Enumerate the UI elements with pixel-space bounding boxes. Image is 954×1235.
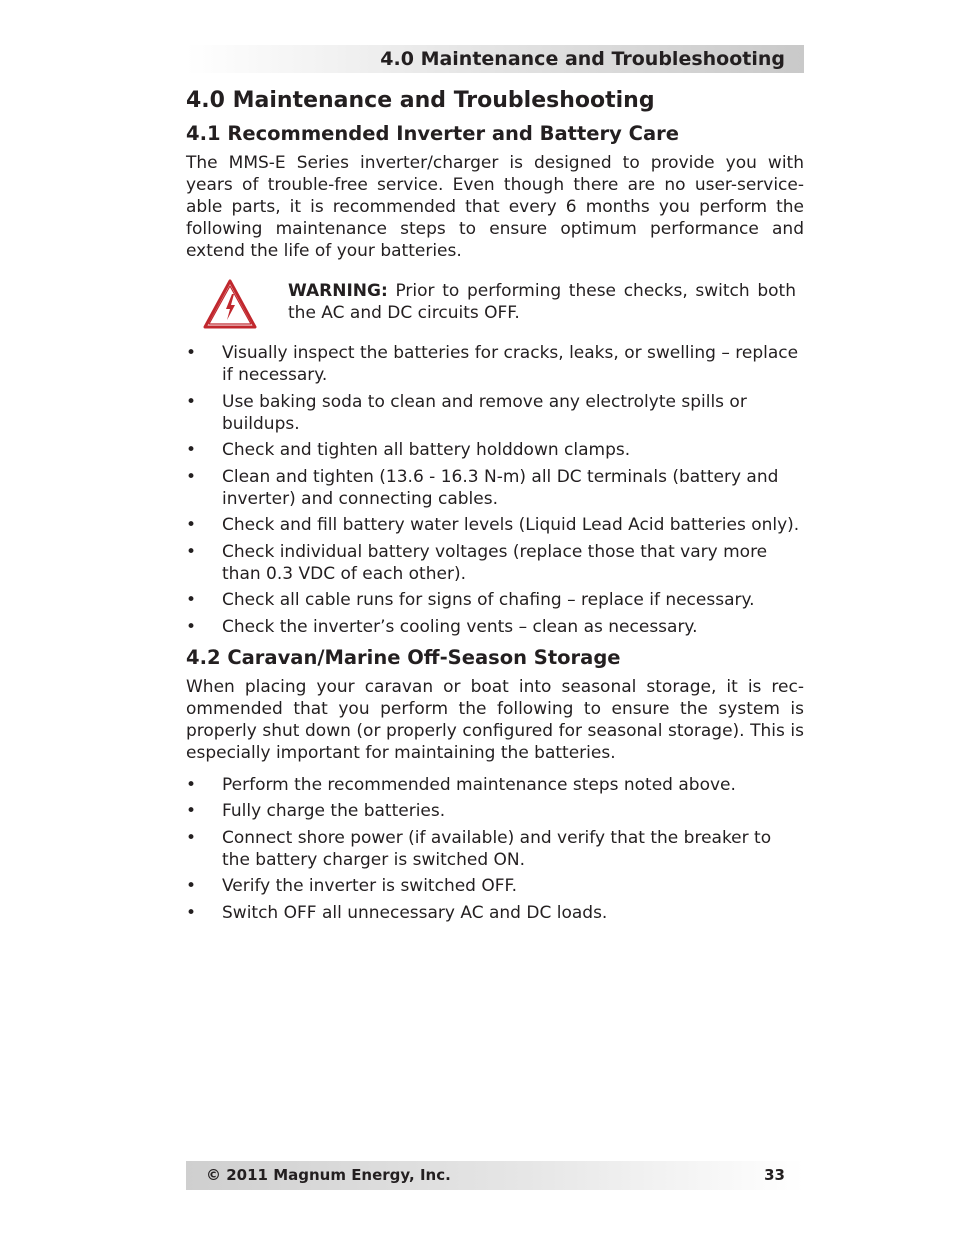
list-item xyxy=(186,875,804,897)
list-item xyxy=(186,902,804,924)
page-footer xyxy=(186,1161,804,1190)
list-item-text: Check individual battery voltages (replace those that vary more than 0.3 VDC of each other). xyxy=(222,541,768,584)
care-heading: 4.1 Recommended Inverter and Battery Care xyxy=(186,122,679,145)
warning-message: Prior to performing these checks, switch both the AC and DC circuits OFF. xyxy=(288,281,796,323)
list-item-text: Visually inspect the batteries for cracks, leaks, or swelling – replace if necessary. xyxy=(222,343,799,385)
storage-list xyxy=(186,774,804,924)
list-item-text: Clean and tighten (13.6 - 16.3 N-m) all DC terminals (battery and inverter) and connecting cables. xyxy=(222,466,779,509)
care-list xyxy=(186,342,804,638)
list-item-text: Switch OFF all unnecessary AC and DC loads. xyxy=(222,902,608,923)
section-title: 4.0 Maintenance and Troubleshooting xyxy=(186,88,655,113)
footer-copyright: © 2011 Magnum Energy, Inc. xyxy=(206,1166,451,1184)
list-item-text: Perform the recommended maintenance steps noted above. xyxy=(222,774,736,795)
list-item xyxy=(186,774,804,796)
bullet-symbol: • xyxy=(186,515,197,535)
list-item xyxy=(186,466,804,510)
page-content xyxy=(186,86,804,928)
bullet-symbol: • xyxy=(186,541,197,562)
bullet-symbol: • xyxy=(186,466,197,487)
running-header-title: 4.0 Maintenance and Troubleshooting xyxy=(380,48,785,70)
list-item-text: Connect shore power (if available) and verify that the breaker to the battery charger is switched ON. xyxy=(222,827,772,870)
list-item xyxy=(186,589,804,611)
list-item xyxy=(186,342,804,386)
bullet-symbol: • xyxy=(186,440,197,460)
list-item-text: Check the inverter’s cooling vents – clean as necessary. xyxy=(222,616,698,637)
warning-text xyxy=(288,280,796,324)
storage-heading: 4.2 Caravan/Marine Off-Season Storage xyxy=(186,645,621,669)
warning-box xyxy=(186,278,804,330)
list-item-text: Use baking soda to clean and remove any electrolyte spills or buildups. xyxy=(222,391,747,434)
running-header xyxy=(186,45,804,73)
list-item-text: Check and fill battery water levels (Liquid Lead Acid batteries only). xyxy=(222,515,800,535)
list-item xyxy=(186,827,804,871)
list-item xyxy=(186,541,804,585)
bullet-symbol: • xyxy=(186,902,197,923)
list-item xyxy=(186,800,804,822)
list-item-text: Verify the inverter is switched OFF. xyxy=(222,876,517,896)
bullet-symbol: • xyxy=(186,590,197,610)
bullet-symbol: • xyxy=(186,801,197,821)
care-intro: The MMS-E Series inverter/charger is designed to provide you with years of trouble-free service. Even though there are no user-service-able parts, it is recommended that every 6 months you perform the following maintenance steps to ensure optimum performance and extend the life of your batteries. xyxy=(186,153,804,261)
storage-intro: When placing your caravan or boat into seasonal storage, it is rec-ommended that you perform the following to ensure the system is properly shut down (or properly configured for seasonal storage). This is especially important for maintaining the batteries. xyxy=(186,676,804,763)
bullet-symbol: • xyxy=(186,343,197,363)
list-item-text: Fully charge the batteries. xyxy=(222,801,446,821)
list-item-text: Check and tighten all battery holddown clamps. xyxy=(222,440,631,460)
electrical-hazard-warning-icon xyxy=(202,278,258,330)
bullet-symbol: • xyxy=(186,391,197,412)
list-item xyxy=(186,391,804,435)
list-item xyxy=(186,439,804,461)
list-item-text: Check all cable runs for signs of chafing – replace if necessary. xyxy=(222,590,755,610)
bullet-symbol: • xyxy=(186,774,197,795)
warning-label: WARNING: xyxy=(288,281,388,301)
page-number: 33 xyxy=(764,1166,785,1184)
list-item xyxy=(186,514,804,536)
list-item xyxy=(186,616,804,638)
bullet-symbol: • xyxy=(186,876,197,896)
bullet-symbol: • xyxy=(186,827,197,848)
bullet-symbol: • xyxy=(186,616,197,637)
